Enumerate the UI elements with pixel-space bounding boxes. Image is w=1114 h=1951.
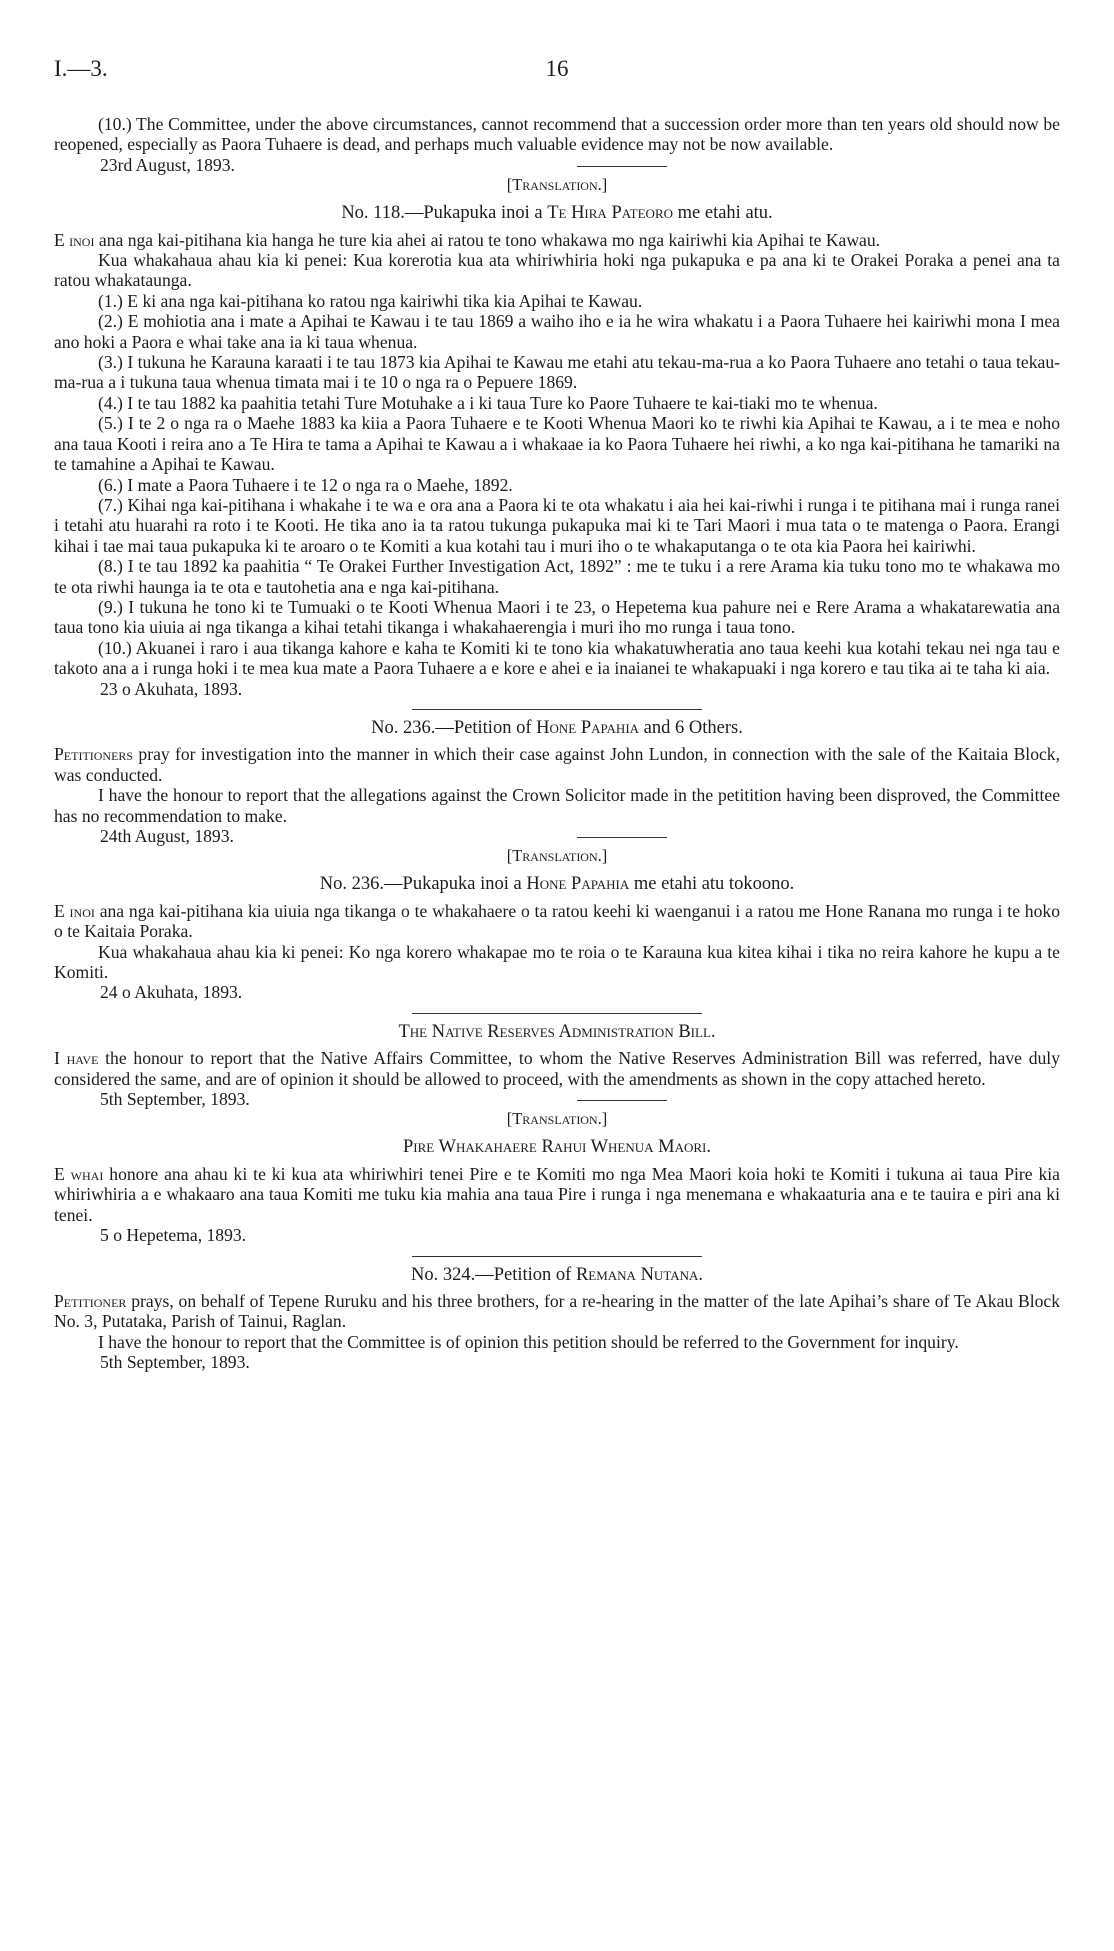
heading-name: Te Hira Pateoro [547, 203, 674, 224]
heading-prefix: No. 236.—Petition of [371, 717, 537, 738]
divider [577, 1100, 667, 1101]
document-body [54, 114, 1060, 1373]
heading-name: Hone Papahia [526, 874, 630, 895]
date: 5th September, 1893. [100, 1089, 250, 1110]
paragraph-text: ana nga kai-pitihana kia hanga he ture kia ahei ai ratou te tono whakawa mo nga kairiwhi kia Apihai te Kawau. [94, 229, 881, 250]
paragraph: (10.) The Committee, under the above circumstances, cannot recommend that a succession order more than ten years old should now be reopened, especially as Paora Tuhaere is dead, and perhaps much valuable evidence may not be now available. [54, 114, 1060, 155]
heading-prefix: No. 324.—Petition of [410, 1264, 576, 1285]
heading-suffix: me etahi atu. [673, 203, 773, 224]
lead-word: E inoi [54, 900, 95, 921]
paragraph-text: the honour to report that the Native Affairs Committee, to whom the Native Reserves Administration Bill was referred, have duly considered the same, and are of opinion it should be allowed to proceed, with the amendments as shown in the copy attached hereto. [54, 1048, 1060, 1089]
paragraph: I have the honour to report that the allegations against the Crown Solicitor made in the petitition having been disproved, the Committee has no recommendation to make. [54, 785, 1060, 826]
paragraph-text: prays, on behalf of Tepene Ruruku and his three brothers, for a re-hearing in the matter of the late Apihai’s share of Te Akau Block No. 3, Putataka, Parish of Tainui, Raglan. [54, 1290, 1060, 1332]
heading-suffix: . [698, 1264, 704, 1285]
paragraph-text: ana nga kai-pitihana kia uiuia nga tikanga o te whakahaere o ta ratou keehi ki waenganui i a ratou me Hone Ranana mo runga i te hoko o te Kaitaia Poraka. [54, 900, 1060, 942]
date-row [54, 1089, 1060, 1109]
paragraph [54, 230, 1060, 250]
paragraph: (10.) Akuanei i raro i aua tikanga kahore e kaha te Komiti ki te tono kia whakatuwheratia ano taua keehi kua kotahi tekau nei nga tau e takoto ana a i runga hoki i te mea kua mate a Paora Tuhaere a e kore e ahei e ia inaianei te whakapuaki i nga korero e tau tika ai te taha ki aia. [54, 637, 1060, 679]
paragraph: (5.) I te 2 o nga ra o Maehe 1883 ka kiia a Paora Tuhaere e te Kooti Whenua Maori ko te riwhi kia Apihai te Kawau, a i te mea e noho ana taua Kooti i reira ano a Te Hira te tama a Apihai te Kawau a i whakaae ia ko Paora Tuhaere hei riwhi, a ko nga kai-pitihana he tamariki na te tamahine a Apihai te Kawau. [54, 413, 1060, 475]
section-heading: Pire Whakahaere Rahui Whenua Maori. [402, 1137, 712, 1158]
date-row [54, 155, 1060, 175]
translation-label: [Translation.] [506, 174, 608, 194]
heading-suffix: and 6 Others. [639, 717, 743, 738]
paragraph: Kua whakahaua ahau kia ki penei: Kua korerotia kua ata whiriwhiria hoki nga pukapuka e pa ana ki te Orakei Poraka a penei ana ta ratou whakataunga. [54, 250, 1060, 291]
date: 5th September, 1893. [100, 1352, 250, 1373]
lead-word: I have [54, 1048, 99, 1069]
date: 23 o Akuhata, 1893. [100, 678, 243, 699]
page-number: 16 [545, 56, 569, 81]
paragraph: (9.) I tukuna he tono ki te Tumuaki o te Kooti Whenua Maori i te 23, o Hepetema kua pahure nei e Rere Arama a whakatarewatia ana taua tono kia uiuia ai nga tikanga a kihai tetahi tikanga i whakahaerengia i muri iho mo runga i taua tono. [54, 596, 1060, 638]
divider [412, 1256, 702, 1257]
divider [412, 1013, 702, 1014]
paragraph-text: honore ana ahau ki te ki kua ata whiriwhiri tenei Pire e te Komiti mo nga Mea Maori koia hoki te Komiti i tukuna ai taua Pire kia whiriwhiria a e whakaaro ana taua Komiti me tuku kia mahia ana taua Pire i runga i nga menemana e whakaaturia ana e te tauira e piri ana ki tenei. [54, 1163, 1060, 1225]
date: 24 o Akuhata, 1893. [100, 982, 243, 1003]
running-head [54, 56, 1060, 86]
heading-name: Hone Papahia [536, 717, 640, 738]
paragraph: (4.) I te tau 1882 ka paahitia tetahi Ture Motuhake a i ki taua Ture ko Paore Tuhaere te kai-tiaki mo te whenua. [98, 392, 878, 413]
date: 23rd August, 1893. [100, 154, 235, 175]
lead-word: Petitioner [54, 1290, 127, 1311]
series-number: I.—3. [54, 56, 108, 81]
translation-label: [Translation.] [506, 846, 608, 865]
heading-suffix: me etahi atu tokoono. [629, 874, 795, 895]
lead-word: E inoi [54, 229, 95, 250]
lead-word: E whai [54, 1163, 104, 1184]
section-heading [54, 203, 1060, 223]
paragraph [54, 901, 1060, 942]
paragraph: Kua whakahaua ahau kia ki penei: Ko nga korero whakapae mo te roia o te Karauna kua kitea kihai i tika no reira kahore he kupu a te Komiti. [54, 941, 1060, 983]
paragraph [54, 1291, 1060, 1332]
paragraph: (3.) I tukuna he Karauna karaati i te tau 1873 kia Apihai te Kawau me etahi atu tekau-ma-rua a ko Paora Tuhaere ano tetahi o taua tekau-ma-rua a i tukuna taua whenua timata mai i te 10 o nga ra o Pepuere 1869. [54, 352, 1060, 393]
paragraph: (7.) Kihai nga kai-pitihana i whakahe i te wa e ora ana a Paora ki te ota whakatu i aia hei kai-riwhi i runga i te pitihana mai i runga ranei i tetahi atu huarahi ra roto i te Kooti. He tika ano ia ta ratou tukunga pukapuka mai ki te Tari Maori i mua tata o te matenga o Paora. Erangi kihai i tae mai taua pukapuka ki te aroaro o te Komiti a kua kotahi tau i muri iho o te whakaputanga o te ota kia Paora hei kairiwhi. [54, 494, 1060, 556]
heading-prefix: No. 236.—Pukapuka inoi a [319, 874, 527, 895]
divider [412, 709, 702, 710]
paragraph: (6.) I mate a Paora Tuhaere i te 12 o nga ra o Maehe, 1892. [98, 474, 513, 495]
paragraph [54, 744, 1060, 785]
paragraph [54, 1048, 1060, 1089]
heading-prefix: No. 118.—Pukapuka inoi a [341, 203, 548, 224]
paragraph: (8.) I te tau 1892 ka paahitia “ Te Orakei Further Investigation Act, 1892” : me te tuku i a rere Arama kia tuku tono mo te whakawa mo te ota riwhi haunga ia te ota e tautohetia ana e nga kai-pitihana. [54, 556, 1060, 597]
section-heading: The Native Reserves Administration Bill. [398, 1021, 716, 1042]
date: 24th August, 1893. [100, 826, 234, 846]
date-row [54, 826, 1060, 846]
divider [577, 837, 667, 838]
divider [577, 166, 667, 167]
lead-word: Petitioners [54, 744, 134, 765]
section-heading [54, 718, 1060, 738]
paragraph: I have the honour to report that the Committee is of opinion this petition should be referred to the Government for inquiry. [98, 1331, 959, 1352]
heading-name: Remana Nutana [575, 1264, 699, 1285]
translation-label: [Translation.] [506, 1109, 608, 1129]
date: 5 o Hepetema, 1893. [100, 1225, 247, 1246]
paragraph [54, 1164, 1060, 1225]
paragraph: (1.) E ki ana nga kai-pitihana ko ratou nga kairiwhi tika kia Apihai te Kawau. [98, 290, 643, 311]
section-heading [54, 1265, 1060, 1285]
paragraph: (2.) E mohiotia ana i mate a Apihai te Kawau i te tau 1869 a waiho iho e ia he wira whakatu i a Paora Tuhaere hei kairiwhi mona I mea ano hoki a Paora e whai take ana ia ki taua whenua. [54, 311, 1060, 352]
paragraph-text: pray for investigation into the manner in which their case against John Lundon, in connection with the sale of the Kaitaia Block, was conducted. [54, 744, 1060, 785]
section-heading [54, 874, 1060, 894]
